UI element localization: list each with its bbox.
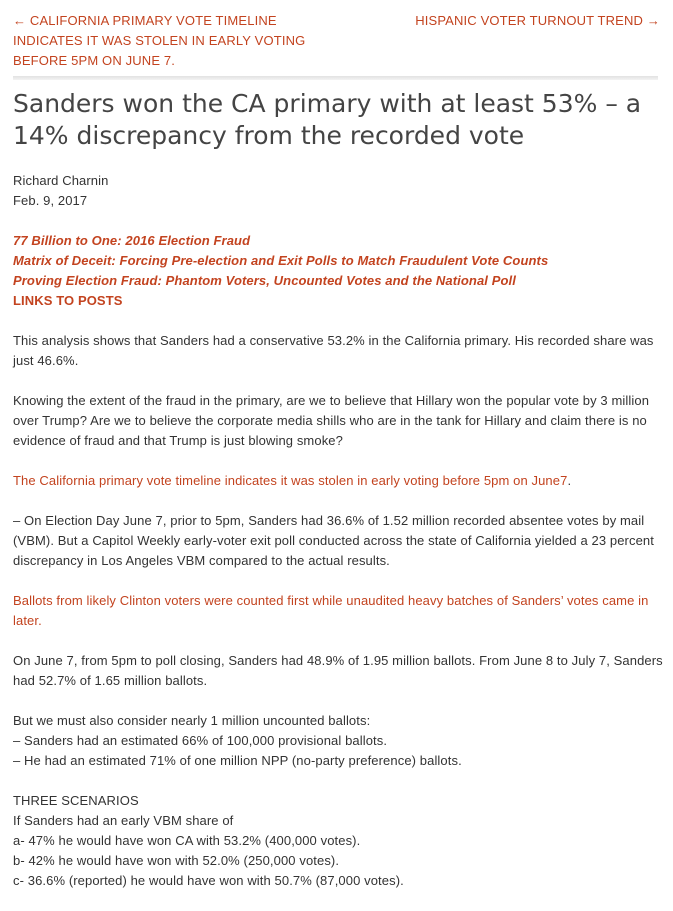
scenarios-intro: If Sanders had an early VBM share of <box>13 813 234 828</box>
paragraph-timeline <box>13 471 663 491</box>
link-77-billion[interactable]: 77 Billion to One: 2016 Election Fraud <box>13 233 251 248</box>
post-date: Feb. 9, 2017 <box>13 193 88 208</box>
paragraph-analysis: This analysis shows that Sanders had a conservative 53.2% in the California primary. His recorded share was just 46.6%. <box>13 333 654 368</box>
related-links <box>13 231 663 311</box>
uncounted-npp: – He had an estimated 71% of one million NPP (no-party preference) ballots. <box>13 753 462 768</box>
scenario-c: c- 36.6% (reported) he would have won with 50.7% (87,000 votes). <box>13 873 404 888</box>
uncounted-provisional: – Sanders had an estimated 66% of 100,000 provisional ballots. <box>13 733 388 748</box>
paragraph-scenarios <box>13 791 663 891</box>
timeline-period: . <box>567 473 572 488</box>
paragraph-june-7: On June 7, from 5pm to poll closing, Sanders had 48.9% of 1.95 million ballots. From June 8 to July 7, Sanders had 52.7% of 1.65 million ballots. <box>13 653 663 688</box>
byline <box>13 171 663 211</box>
divider <box>13 76 658 80</box>
article-body <box>13 171 663 911</box>
link-matrix-of-deceit[interactable]: Matrix of Deceit: Forcing Pre-election and Exit Polls to Match Fraudulent Vote Counts <box>13 253 549 268</box>
author-name: Richard Charnin <box>13 173 109 188</box>
page-title: Sanders won the CA primary with at least 53% – a 14% discrepancy from the recorded vote <box>13 89 642 150</box>
paragraph-uncounted-ballots <box>13 711 663 771</box>
scenarios-heading: THREE SCENARIOS <box>13 793 139 808</box>
link-ballots-order[interactable]: Ballots from likely Clinton voters were counted first while unaudited heavy batches of Sanders’ votes came in later. <box>13 593 649 628</box>
link-links-to-posts[interactable]: LINKS TO POSTS <box>13 293 123 308</box>
link-proving-election-fraud[interactable]: Proving Election Fraud: Phantom Voters, Uncounted Votes and the National Poll <box>13 273 516 288</box>
paragraph-election-day: – On Election Day June 7, prior to 5pm, Sanders had 36.6% of 1.52 million recorded absentee votes by mail (VBM). But a Capitol Weekly early-voter exit poll conducted across the state of California yielded a 23 percent discrepancy in Los Angeles VBM compared to the actual results. <box>13 513 654 568</box>
scenario-b: b- 42% he would have won with 52.0% (250,000 votes). <box>13 853 340 868</box>
link-timeline[interactable]: The California primary vote timeline indicates it was stolen in early voting before 5pm on June7 <box>13 473 568 488</box>
uncounted-intro: But we must also consider nearly 1 million uncounted ballots: <box>13 713 371 728</box>
paragraph-fraud-question: Knowing the extent of the fraud in the primary, are we to believe that Hillary won the popular vote by 3 million over Trump? Are we to believe the corporate media shills who are in the tank for Hillary and claim there is no evidence of fraud and that Trump is just blowing smoke? <box>13 393 650 448</box>
previous-post-link[interactable]: ← CALIFORNIA PRIMARY VOTE TIMELINE INDICATES IT WAS STOLEN IN EARLY VOTING BEFORE 5PM ON JUNE 7. <box>13 13 306 68</box>
paragraph-ballots-order <box>13 591 663 631</box>
next-post-link[interactable]: HISPANIC VOTER TURNOUT TREND → <box>415 13 660 28</box>
scenario-a: a- 47% he would have won CA with 53.2% (400,000 votes). <box>13 833 361 848</box>
